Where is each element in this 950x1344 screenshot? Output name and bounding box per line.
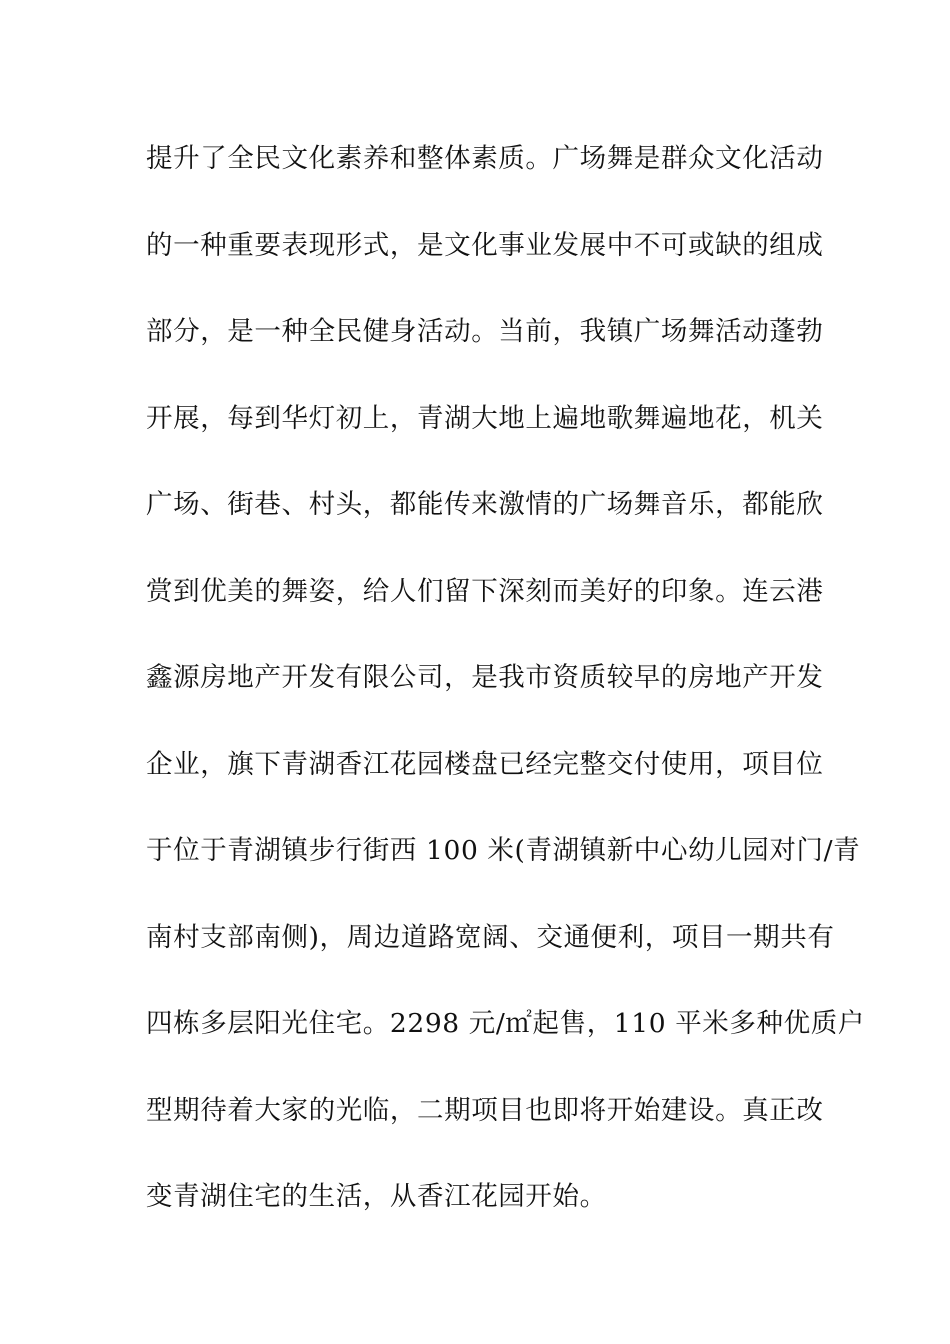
text-line: 开展，每到华灯初上，青湖大地上遍地歌舞遍地花，机关 [146, 402, 824, 434]
text-line: 企业，旗下青湖香江花园楼盘已经完整交付使用，项目位 [146, 748, 824, 780]
text-line: 南村支部南侧)，周边道路宽阔、交通便利，项目一期共有 [146, 921, 835, 953]
text-line: 四栋多层阳光住宅。2298 元/㎡起售，110 平米多种优质户 [146, 1008, 865, 1039]
text-line: 部分，是一种全民健身活动。当前，我镇广场舞活动蓬勃 [146, 316, 824, 347]
text-line: 广场、街巷、村头，都能传来激情的广场舞音乐，都能欣 [146, 489, 824, 520]
text-line: 的一种重要表现形式，是文化事业发展中不可或缺的组成 [146, 229, 824, 261]
text-line: 变青湖住宅的生活，从香江花园开始。 [146, 1181, 607, 1212]
body-paragraph [146, 136, 865, 1261]
text-line: 赏到优美的舞姿，给人们留下深刻而美好的印象。连云港 [146, 575, 824, 607]
text-line: 鑫源房地产开发有限公司，是我市资质较早的房地产开发 [146, 662, 824, 693]
text-line: 于位于青湖镇步行街西 100 米(青湖镇新中心幼儿园对门/青 [146, 835, 861, 866]
text-line: 型期待着大家的光临，二期项目也即将开始建设。真正改 [146, 1094, 824, 1126]
text-line: 提升了全民文化素养和整体素质。广场舞是群众文化活动 [146, 143, 824, 174]
